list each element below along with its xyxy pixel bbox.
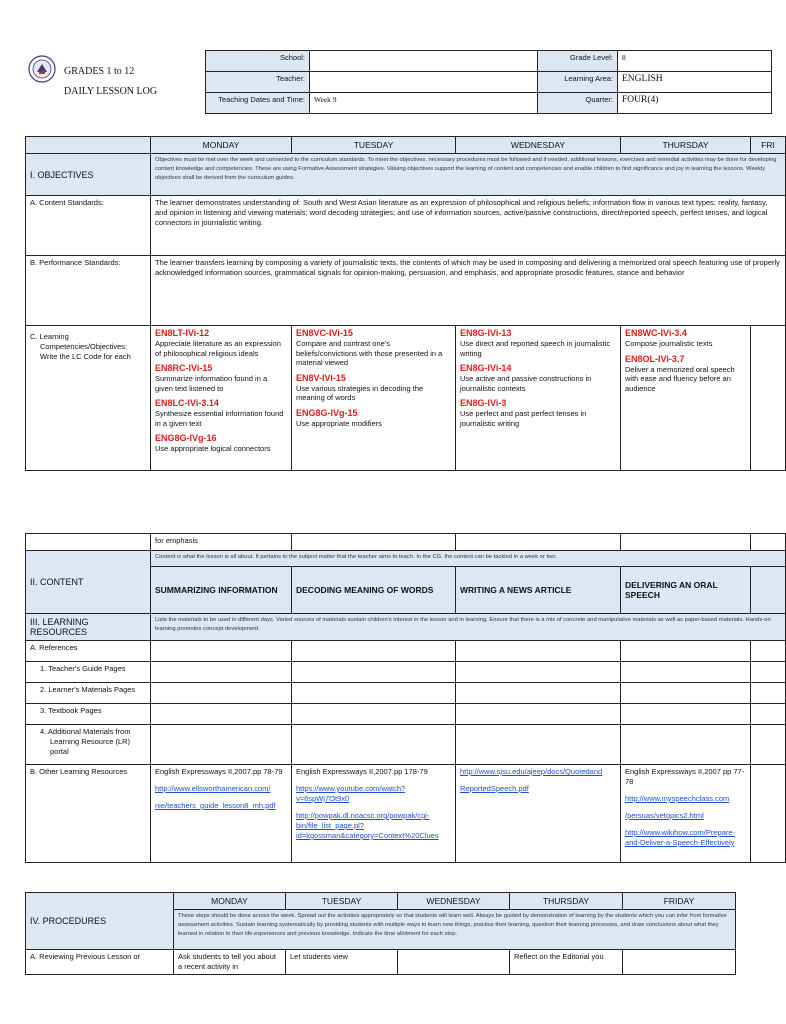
content-note: Content is what the lesson is all about. It pertains to the subject matter that the teacher aims to teach. In the CG, the content can be tackled in a week or two.	[151, 551, 786, 567]
resource-link[interactable]: http://www.myspeechclass.com	[625, 794, 730, 803]
additional-materials-line2: Learning Resource (LR)	[50, 737, 131, 746]
day-header-thursday: THURSDAY	[621, 137, 751, 154]
procedures-label: IV. PROCEDURES	[26, 893, 174, 950]
school-value[interactable]	[310, 51, 538, 72]
competencies-label-line3: Write the LC Code for each	[40, 352, 131, 361]
resource-link[interactable]: http://www.wikihow.com/Prepare-and-Deliver-a-Speech-Effectively	[625, 828, 736, 847]
objectives-note: Objectives must be met over the week and connected to the curriculum standards. To meet the objectives, necessary procedures must be followed and if needed, additional lessons, exercises and remedial activities may be done for developing content knowledge and competencies. These are using Formative Assessment strategies. Valuing objectives support the learning of content and competencies and enable children to find significance and joy in learning the lessons. Weekly objectives shall be derived from the curriculum guides.	[151, 154, 786, 196]
lc-code: EN8V-IVi-15	[296, 372, 346, 383]
competencies-label-line2: Competencies/Objectives:	[40, 342, 128, 351]
thursday-other-resources	[621, 765, 751, 863]
additional-materials-line3: portal	[50, 747, 69, 756]
lc-desc: Synthesize essential information found in a given text	[155, 409, 284, 428]
lc-code: EN8G-IVi-13	[460, 328, 512, 338]
teacher-value[interactable]	[310, 72, 538, 93]
review-lesson-label: A. Reviewing Previous Lesson or	[26, 950, 174, 975]
lc-code: ENG8G-IVg-16	[155, 433, 217, 443]
resources-label: III. LEARNING RESOURCES	[26, 614, 151, 641]
quarter-value[interactable]: FOUR(4)	[618, 93, 772, 114]
review-wednesday	[398, 950, 510, 975]
carry-over-text: for emphasis	[151, 534, 292, 551]
header-info-table	[205, 50, 772, 114]
lc-desc: Compare and contrast one's beliefs/convictions with those presented in a material viewed	[296, 339, 443, 367]
performance-standards-label: B. Performance Standards:	[26, 256, 151, 326]
learners-materials-label: 2. Learner's Materials Pages	[26, 683, 151, 704]
monday-competencies	[151, 326, 292, 471]
lc-desc: Use perfect and past perfect tenses in journalistic writing	[460, 409, 587, 428]
resource-link[interactable]: https://www.youtube.com/watch?v=6spWj7Ot9x0	[296, 784, 406, 803]
lc-desc: Summarize information found in a given text listened to	[155, 374, 268, 393]
learning-area-label: Learning Area:	[538, 72, 618, 93]
competencies-label-line1: C. Learning	[30, 332, 69, 341]
resource-link[interactable]: http://powpak.dl.noacsc.org/powpak/cgi-bin/file_list_page.pl?id=kgossman&category=Context%20Clues	[296, 811, 439, 840]
day-header-monday: MONDAY	[151, 137, 292, 154]
teachers-guide-label: 1. Teacher's Guide Pages	[26, 662, 151, 683]
lc-code: EN8RC-IVi-15	[155, 363, 213, 373]
resource-link[interactable]: nie/teachers_guide_lesson8_mh.pdf	[155, 801, 276, 810]
friday-competencies	[751, 326, 786, 471]
review-monday: Ask students to tell you about a recent activity in	[174, 950, 286, 975]
content-resources-table	[25, 533, 786, 863]
lc-desc: Appreciate literature as an expression of philosophical religious ideals	[155, 339, 281, 358]
thursday-competencies	[621, 326, 751, 471]
lc-desc: Use various strategies in decoding the meaning of words	[296, 383, 424, 402]
day-header-tuesday: TUESDAY	[292, 137, 456, 154]
lc-desc: Use active and passive constructions in journalistic contexts	[460, 374, 592, 393]
resource-text: English Expressways II,2007 pp 77-78	[625, 767, 745, 786]
additional-materials-line1: 4. Additional Materials from	[40, 727, 131, 736]
grade-level-value[interactable]: 8	[618, 51, 772, 72]
quarter-label: Quarter:	[538, 93, 618, 114]
lc-desc: Use appropriate logical connectors	[155, 444, 271, 453]
lc-code: EN8WC-IVi-3.4	[625, 328, 687, 338]
resource-text: English Expressways II,2007.pp 78-79	[155, 767, 283, 776]
proc-header-wednesday: WEDNESDAY	[398, 893, 510, 910]
school-label: School:	[206, 51, 310, 72]
resources-note: Lists the materials to be used in different days. Varied sources of materials sustain children's interest in the lesson and in learning. Ensure that there is a mix of concrete and manipulative materials as well as paper-based materials. Hands-on learning promotes concept development.	[151, 614, 786, 641]
resource-link[interactable]: http://www.sjsu.edu/ajeep/docs/Quotedand	[460, 767, 603, 776]
content-focus-wednesday: WRITING A NEWS ARTICLE	[456, 567, 621, 614]
content-label: II. CONTENT	[26, 551, 151, 614]
lc-code: EN8LT-IVi-12	[155, 328, 210, 338]
monday-other-resources	[151, 765, 292, 863]
tuesday-other-resources	[292, 765, 456, 863]
performance-standards-text: The learner transfers learning by composing a variety of journalistic texts, the contents of which may be used in composing and delivering a memorized oral speech featuring use of properly acknowledged information sources, grammatical signals for opinion-making, persuasion, and emphasis, and appropriate prosodic features, stance and behavior	[151, 256, 786, 326]
references-label: A. References	[26, 641, 151, 662]
teacher-label: Teacher:	[206, 72, 310, 93]
lc-desc: Use direct and reported speech in journalistic writing	[460, 339, 611, 358]
lc-code: EN8VC-IVi-15	[296, 328, 353, 338]
resource-text: English Expressways II,2007.pp 178-79	[296, 767, 428, 776]
competencies-label	[26, 326, 151, 471]
lc-code: EN8OL-IVi-3.7	[625, 353, 685, 364]
lc-desc: Use appropriate modifiers	[296, 418, 382, 428]
dates-label: Teaching Dates and Time:	[206, 93, 310, 114]
proc-header-friday: FRIDAY	[623, 893, 736, 910]
review-tuesday: Let students view	[286, 950, 398, 975]
content-standards-text: The learner demonstrates understanding of: South and West Asian literature as an expression of philosophical and religious beliefs; information flow in various text types; reality, fantasy, and opinion in listening and viewing materials; word decoding strategies; and use of information sources, active/passive constructions, direct/reported speech, perfect tenses, and logical connectors in journalistic writing.	[151, 196, 786, 256]
objectives-label: I. OBJECTIVES	[26, 154, 151, 196]
proc-header-monday: MONDAY	[174, 893, 286, 910]
grade-level-label: Grade Level:	[538, 51, 618, 72]
tuesday-competencies	[292, 326, 456, 471]
wednesday-other-resources	[456, 765, 621, 863]
proc-header-thursday: THURSDAY	[510, 893, 623, 910]
lc-code: EN8LC-IVi-3.14	[155, 398, 219, 408]
lc-code: ENG8G-IVg-15	[296, 407, 358, 418]
lc-desc: Compose journalistic texts	[625, 339, 713, 348]
additional-materials-label	[26, 725, 151, 765]
content-focus-monday: SUMMARIZING INFORMATION	[151, 567, 292, 614]
content-focus-thursday: DELIVERING AN ORAL SPEECH	[621, 567, 751, 614]
resource-link[interactable]: http://www.ellsworthamerican.com/	[155, 784, 271, 793]
proc-header-tuesday: TUESDAY	[286, 893, 398, 910]
day-header-wednesday: WEDNESDAY	[456, 137, 621, 154]
review-friday	[623, 950, 736, 975]
textbook-pages-label: 3. Textbook Pages	[26, 704, 151, 725]
deped-seal	[28, 55, 56, 83]
dll-title-line2: DAILY LESSON LOG	[64, 86, 158, 97]
review-thursday: Reflect on the Editorial you	[510, 950, 623, 975]
other-resources-label: B. Other Learning Resources	[26, 765, 151, 863]
content-focus-tuesday: DECODING MEANING OF WORDS	[292, 567, 456, 614]
resource-link[interactable]: /persuas/vetopics2.html	[625, 811, 704, 820]
content-standards-label: A. Content Standards:	[26, 196, 151, 256]
wednesday-competencies	[456, 326, 621, 471]
learning-area-value[interactable]: ENGLISH	[618, 72, 772, 93]
dates-value[interactable]: Week 9	[310, 93, 538, 114]
lc-code: EN8G-IVi-3	[460, 398, 507, 408]
procedures-table	[25, 892, 736, 975]
objectives-table	[25, 136, 786, 471]
resource-link[interactable]: ReportedSpeech.pdf	[460, 784, 529, 793]
dll-title-line1: GRADES 1 to 12	[64, 66, 135, 77]
day-header-friday: FRI	[751, 137, 786, 154]
lc-code: EN8G-IVi-14	[460, 363, 512, 373]
lc-desc: Deliver a memorized oral speech with ease and fluency before an audience	[625, 364, 735, 393]
procedures-note: These steps should be done across the week. Spread out the activities appropriately so that students will learn well. Always be guided by demonstration of learning by the students which you can infer from formative assessment activities. Sustain learning systematically by providing students with multiple ways to learn new things, practice their learning, question their learning processes, and draw conclusions about what they learned in relation to their life experiences and previous knowledge. Indicate the time allotment for each step.	[174, 910, 736, 950]
